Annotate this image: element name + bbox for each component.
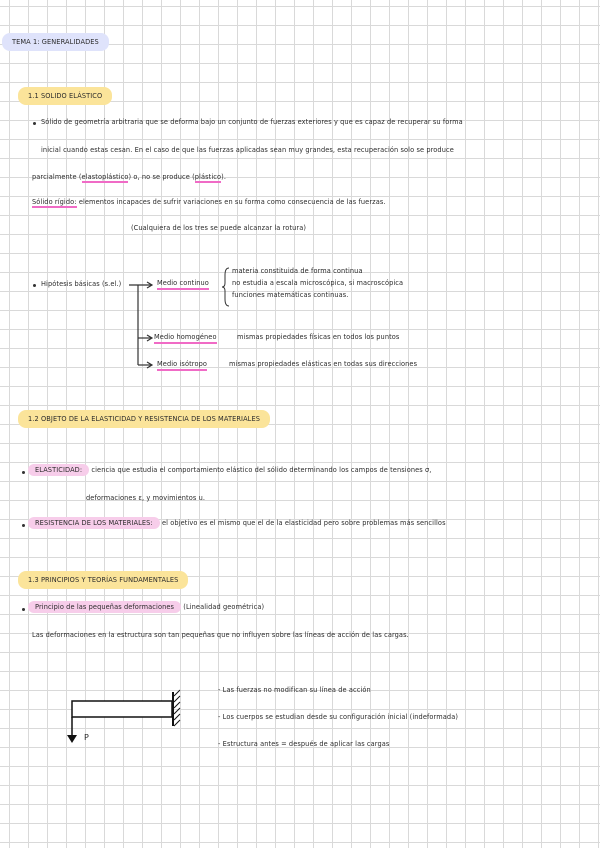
hypothesis-detail: mismas propiedades físicas en todos los puntos — [237, 333, 400, 341]
term-strength-of-materials: RESISTENCIA DE LOS MATERIALES: — [28, 517, 160, 529]
load-arrow-head — [67, 735, 77, 743]
curly-brace — [222, 268, 229, 306]
hypothesis-detail: no estudia a escala microscópica, si macroscópica — [232, 279, 404, 287]
definition-text: el objetivo es el mismo que el de la elasticidad pero sobre problemas más sencillos — [161, 519, 446, 527]
hypothesis-isotropic: Medio isótropo — [157, 359, 207, 371]
paragraph-text: ). — [221, 173, 227, 181]
paragraph-line: Sólido de geometría arbitraria que se deforma bajo un conjunto de fuerzas exteriores y que es capaz de recuperar su forma — [41, 118, 463, 126]
paragraph-line: inicial cuando estas cesan. En el caso de que las fuerzas aplicadas sean muy grandes, esta recuperación solo se produce — [41, 146, 454, 154]
definition-text: elementos incapaces de sufrir variaciones en su forma como consecuencia de las fuerzas. — [78, 198, 386, 206]
principle-note: (Linealidad geométrica) — [183, 603, 265, 611]
diagram-note: - Estructura antes = después de aplicar las cargas — [218, 740, 390, 748]
support-hatching — [174, 690, 180, 726]
hypothesis-detail: materia constituida de forma continua — [232, 267, 363, 275]
paragraph-text: ) o, no se produce ( — [128, 173, 195, 181]
note-text: (Cualquiera de los tres se puede alcanzar la rotura) — [131, 224, 307, 232]
term-plastic: plástico — [194, 173, 222, 181]
term-elasticity: ELASTICIDAD: — [28, 464, 89, 476]
definition-text: ciencia que estudia el comportamiento elástico del sólido determinando los campos de tensiones σ, — [91, 466, 432, 474]
principle-text: Las deformaciones en la estructura son tan pequeñas que no influyen sobre las líneas de acción de las cargas. — [32, 631, 409, 639]
paragraph-text: parcialmente ( — [32, 173, 82, 181]
section-heading-1-3: 1.3 PRINCIPIOS Y TEORÍAS FUNDAMENTALES — [18, 571, 188, 589]
hypothesis-detail: funciones matemáticas continuas. — [232, 291, 349, 299]
diagram-note: - Los cuerpos se estudian desde su configuración inicial (indeformada) — [218, 713, 459, 721]
cantilever-beam — [72, 701, 172, 717]
page-title: TEMA 1: GENERALIDADES — [2, 33, 109, 51]
hypothesis-continuous: Medio continuo — [157, 278, 209, 290]
hypothesis-homogeneous: Medio homogéneo — [154, 332, 217, 344]
load-label: P — [84, 733, 89, 742]
term-rigid-solid: Sólido rígido: — [32, 198, 77, 206]
definition-text: deformaciones ε, y movimientos u. — [86, 494, 206, 502]
hypotheses-label: Hipótesis básicas (s.el.) — [41, 280, 122, 288]
section-heading-1-2: 1.2 OBJETO DE LA ELASTICIDAD Y RESISTENCIA DE LOS MATERIALES — [18, 410, 270, 428]
hypothesis-detail: mismas propiedades elásticas en todas sus direcciones — [229, 360, 418, 368]
principle-label: Principio de las pequeñas deformaciones — [28, 601, 181, 613]
term-elastoplastic: elastoplástico — [81, 173, 129, 181]
diagram-note: - Las fuerzas no modifican su línea de acción — [218, 686, 371, 694]
section-heading-1-1: 1.1 SOLIDO ELÁSTICO — [18, 87, 112, 105]
